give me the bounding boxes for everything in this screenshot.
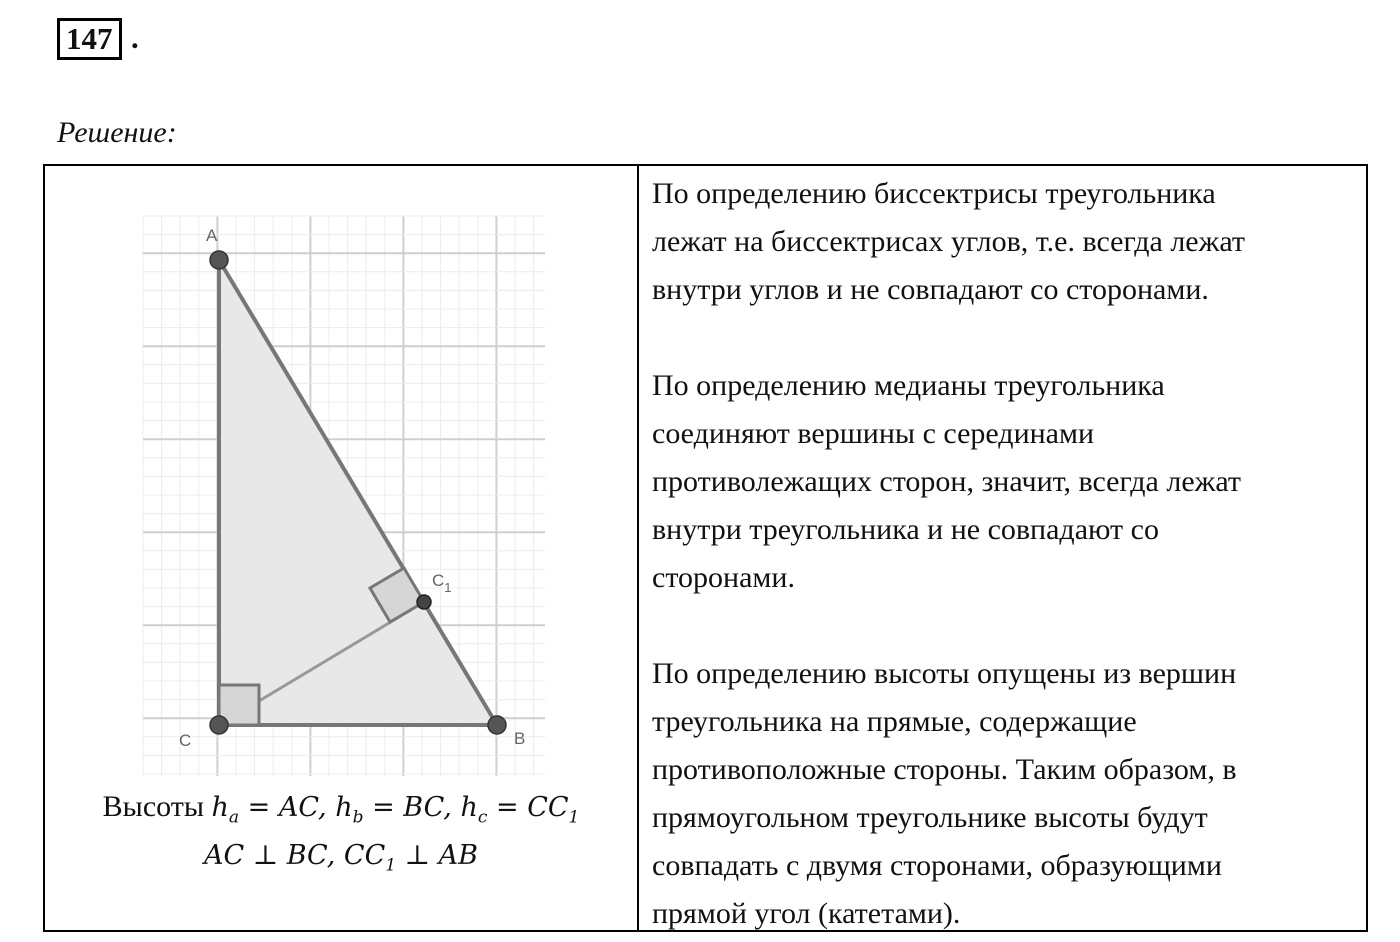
problem-number-dot: . bbox=[131, 20, 139, 55]
formula-heights: $h_a$ = AC, $h_b$ = BC, $h_c = CC_1$ bbox=[211, 792, 580, 828]
problem-number-box bbox=[57, 18, 122, 60]
caption-perpendiculars bbox=[45, 838, 637, 875]
triangle-figure bbox=[45, 166, 637, 786]
label-c1: $C_1$ bbox=[432, 571, 452, 595]
solution-label: Решение: bbox=[57, 116, 177, 149]
label-b: B bbox=[514, 729, 526, 748]
caption-prefix: Высоты bbox=[102, 790, 212, 823]
label-a: A bbox=[206, 226, 218, 245]
solution-table bbox=[43, 164, 1368, 932]
table-divider bbox=[637, 166, 639, 930]
point-a bbox=[210, 251, 228, 269]
paragraph-bisectors: По определению биссектрисы треугольника лежат на биссектрисах углов, т.е. всегда лежат внутри углов и не совпадают со сторонами. bbox=[652, 177, 1245, 306]
point-c bbox=[210, 716, 228, 734]
paragraph-medians: По определению медианы треугольника соединяют вершины с серединами противолежащих сторон, значит, всегда лежат внутри треугольника и не совпадают со сторонами. bbox=[652, 369, 1242, 594]
explanation-text bbox=[652, 170, 1362, 938]
paragraph-altitudes: По определению высоты опущены из вершин треугольника на прямые, содержащие противоположные стороны. Таким образом, в прямоугольном треугольнике высоты будут совпадать с двумя сторонами, образующими прямой угол (катетами). bbox=[652, 657, 1237, 930]
problem-number: 147 bbox=[66, 21, 113, 56]
point-c1 bbox=[417, 595, 431, 609]
label-c: C bbox=[179, 731, 192, 750]
caption-heights bbox=[45, 790, 637, 827]
formula-perpendiculars: AC ⊥ BC, $CC_1$ ⊥ AB bbox=[204, 840, 478, 876]
point-b bbox=[488, 716, 506, 734]
